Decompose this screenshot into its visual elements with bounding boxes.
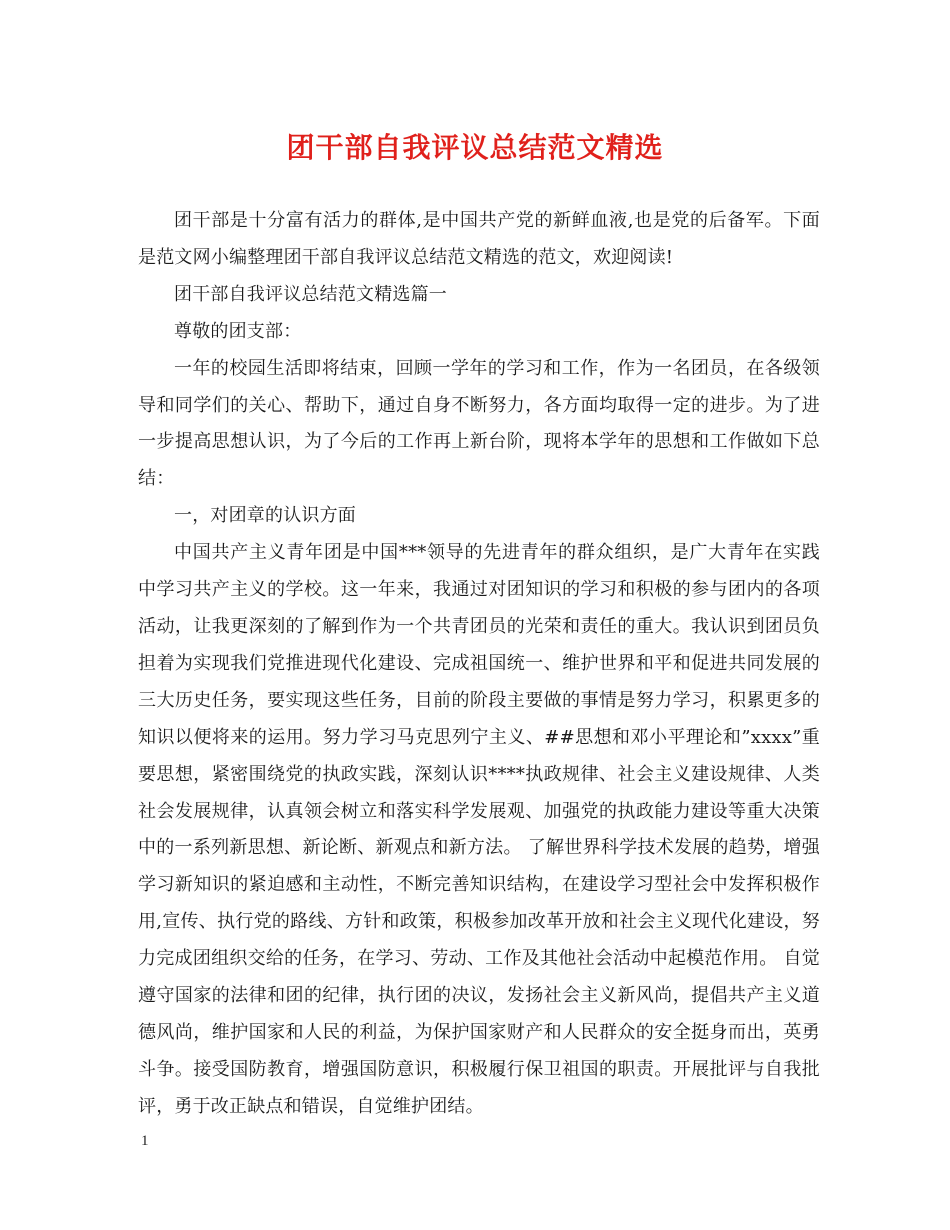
intro-paragraph: 团干部是十分富有活力的群体,是中国共产党的新鲜血液,也是党的后备军。下面是范文网小编整理团干部自我评议总结范文精选的范文，欢迎阅读!	[138, 210, 820, 268]
body-paragraph: 中国共产主义青年团是中国***领导的先进青年的群众组织，是广大青年在实践中学习共产主义的学校。这一年来，我通过对团知识的学习和积极的参与团内的各项活动，让我更深刻的了解到作为一个共青团员的光荣和责任的重大。我认识到团员负担着为实现我们党推进现代化建设、完成祖国统一、维护世界和平和促进共同发展的三大历史任务，要实现这些任务，目前的阶段主要做的事情是努力学习，积累更多的知识以便将来的运用。努力学习马克思列宁主义、##思想和邓小平理论和”xxxx”重要思想，紧密围绕党的执政实践，深刻认识****执政规律、社会主义建设规律、人类社会发展规律，认真领会树立和落实科学发展观、加强党的执政能力建设等重大决策中的一系列新思想、新论断、新观点和新方法。 了解世界科学技术发展的趋势，增强学习新知识的紧迫感和主动性，不断完善知识结构，在建设学习型社会中发挥积极作用,宣传、执行党的路线、方针和政策，积极参加改革开放和社会主义现代化建设，努力完成团组织交给的任务，在学习、劳动、工作及其他社会活动中起模范作用。 自觉遵守国家的法律和团的纪律，执行团的决议，发扬社会主义新风尚，提倡共产主义道德风尚，维护国家和人民的利益，为保护国家财产和人民群众的安全挺身而出，英勇斗争。接受国防教育，增强国防意识，积极履行保卫祖国的职责。开展批评与自我批评，勇于改正缺点和错误，自觉维护团结。	[138, 542, 820, 1117]
section-heading: 团干部自我评议总结范文精选篇一	[174, 283, 447, 305]
subsection-heading: 一，对团章的认识方面	[174, 505, 356, 527]
document-title: 团干部自我评议总结范文精选	[286, 131, 664, 164]
page-number: 1	[141, 1133, 149, 1149]
opening-paragraph: 一年的校园生活即将结束，回顾一学年的学习和工作，作为一名团员，在各级领导和同学们的关心、帮助下，通过自身不断努力，各方面均取得一定的进步。为了进一步提高思想认识，为了今后的工作再上新台阶，现将本学年的思想和工作做如下总结：	[138, 357, 820, 490]
salutation: 尊敬的团支部：	[174, 320, 302, 342]
document-body	[138, 203, 820, 1126]
